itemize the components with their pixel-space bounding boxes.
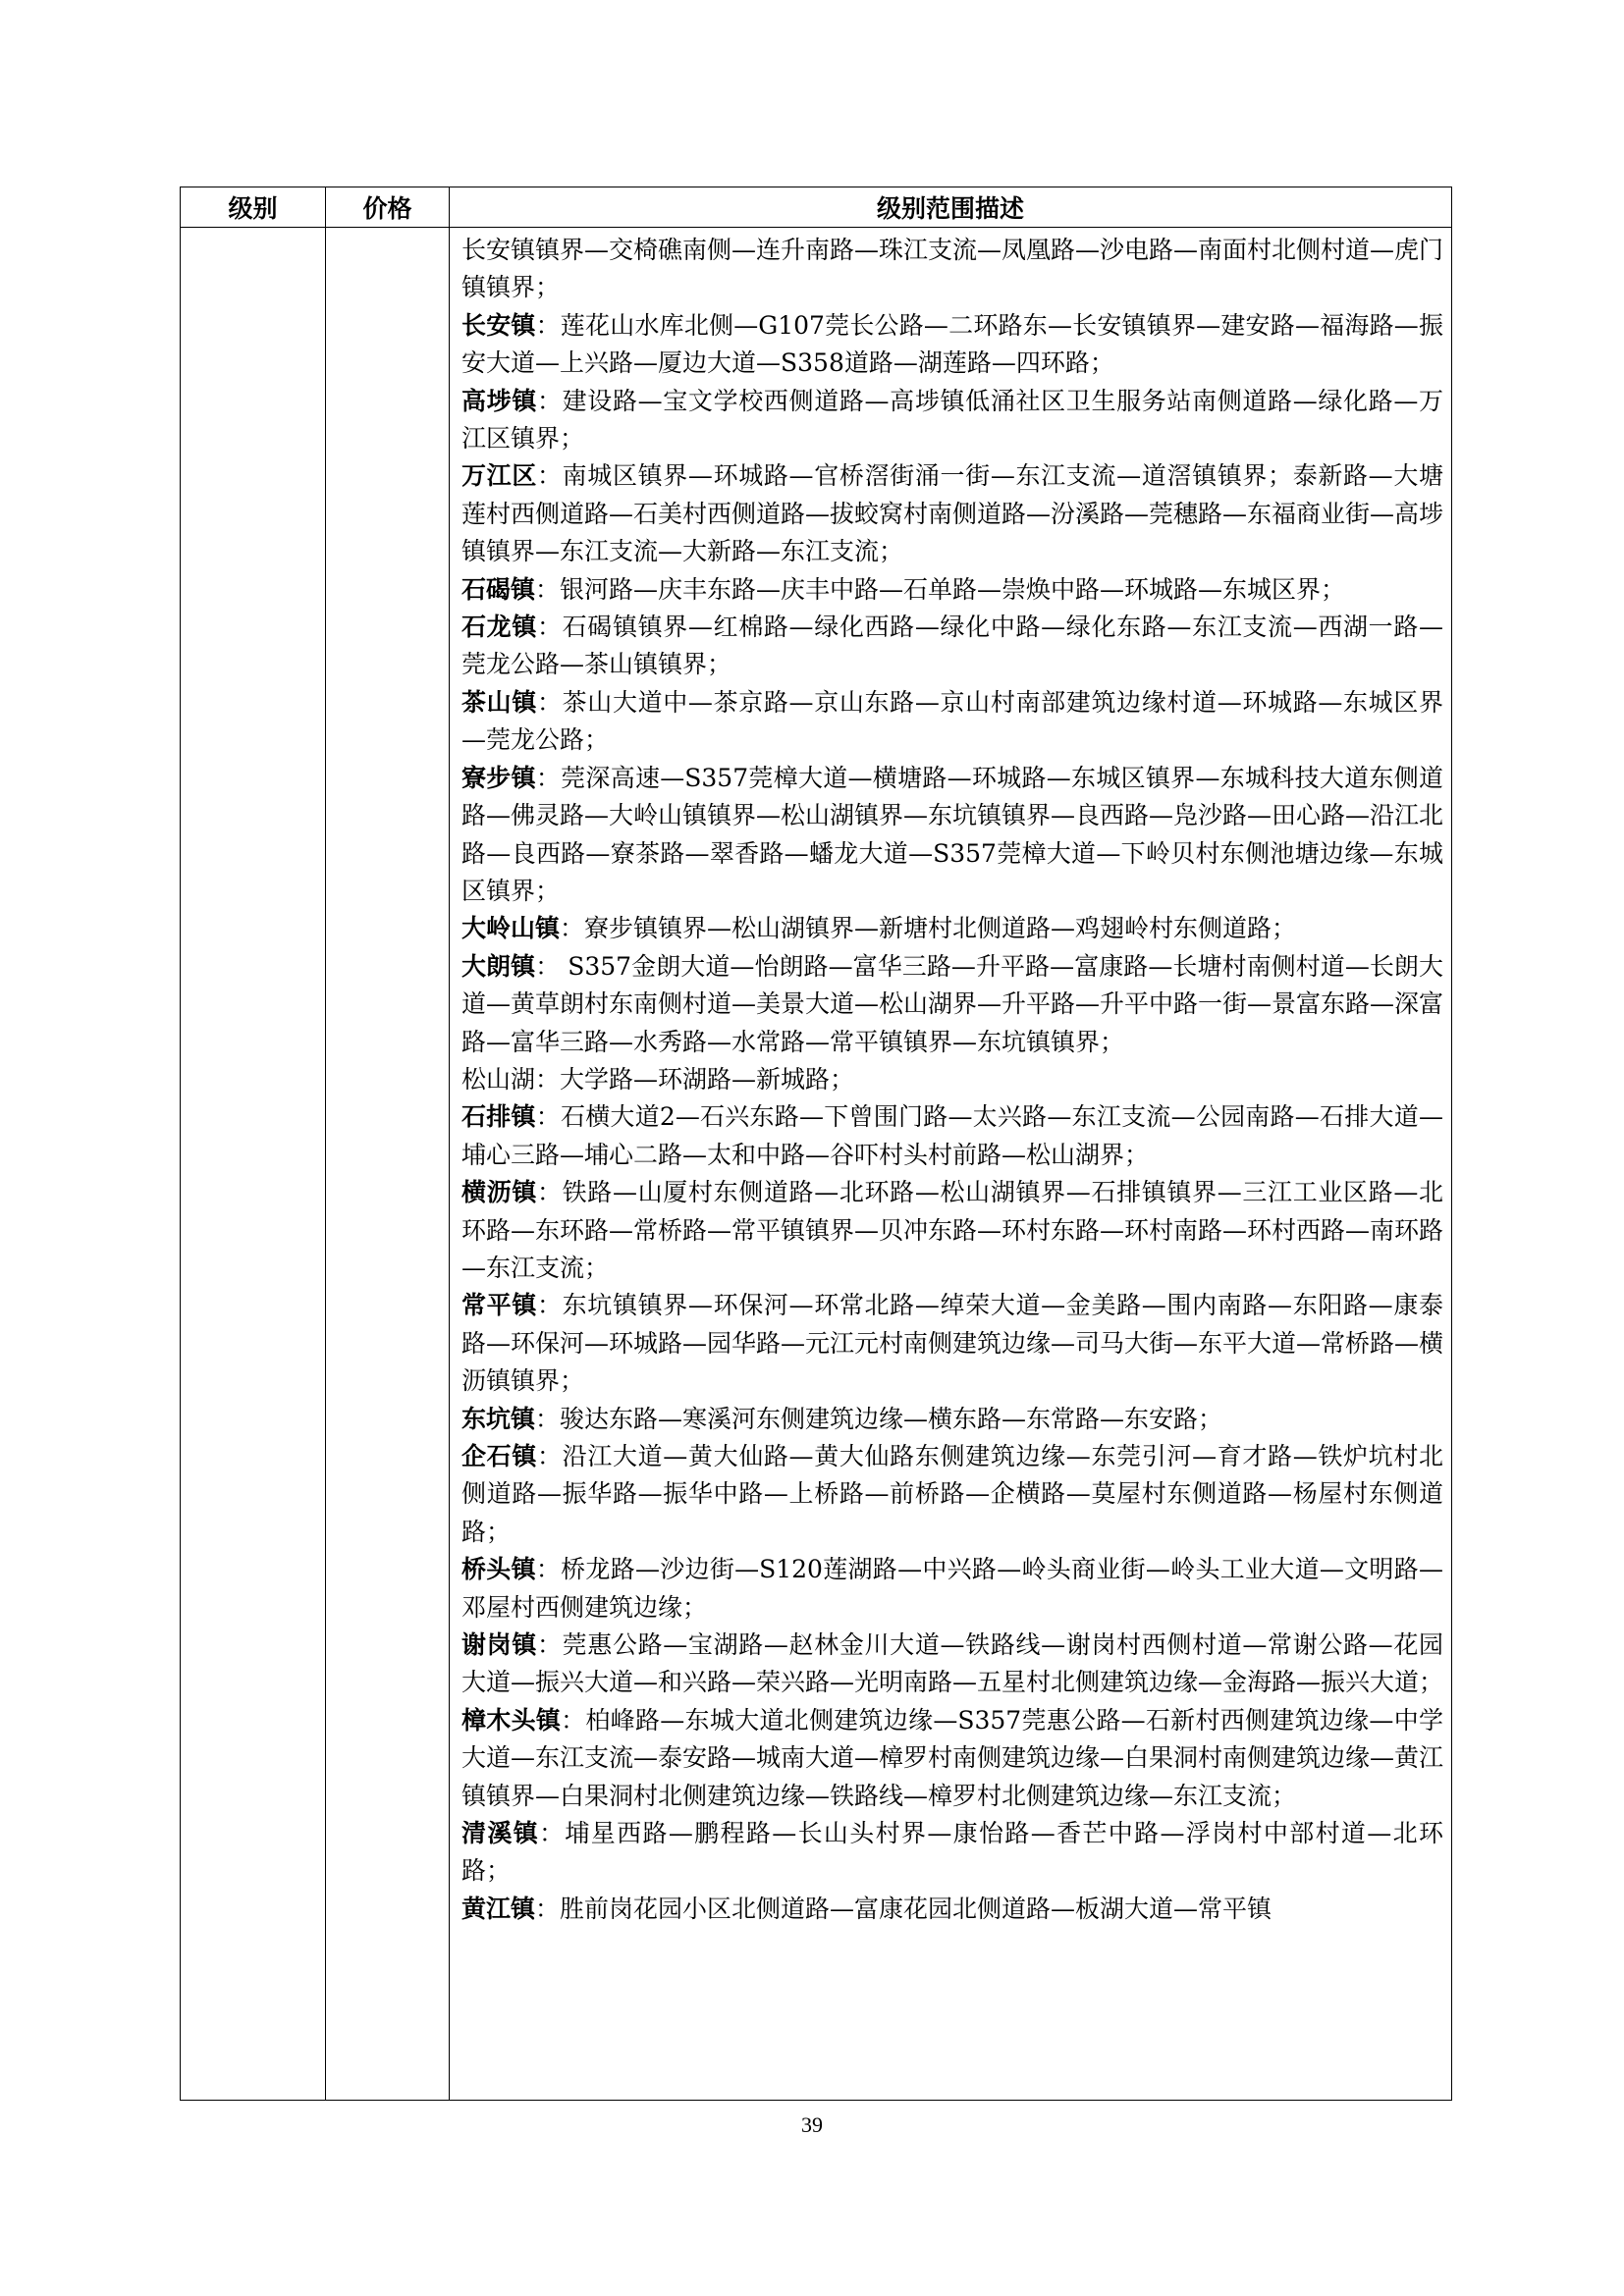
town-name: 茶山镇 — [461, 687, 537, 717]
header-price: 价格 — [326, 187, 450, 228]
entry-shilong: 石龙镇：石碣镇镇界—红棉路—绿化西路—绿化中路—绿化东路—东江支流—西湖一路—莞龙公路—茶山镇镇界； — [461, 613, 1443, 679]
town-name: 寮步镇 — [461, 763, 536, 792]
town-name: 黄江镇 — [461, 1894, 536, 1923]
entry-zhangmutou: 樟木头镇：柏峰路—东城大道北侧建筑边缘—S357莞惠公路—石新村西侧建筑边缘—中学大道—东江支流—泰安路—城南大道—樟罗村南侧建筑边缘—白果洞村南侧建筑边缘—黄江镇镇界—白果洞村北侧建筑边缘—铁路线—樟罗村北侧建筑边缘—东江支流； — [461, 1705, 1444, 1810]
town-name: 清溪镇 — [461, 1819, 540, 1848]
town-name: 石龙镇 — [461, 613, 537, 642]
entry-xiegang: 谢岗镇：莞惠公路—宝湖路—赵林金川大道—铁路线—谢岗村西侧村道—常谢公路—花园大道—振兴大道—和兴路—荣兴路—光明南路—五星村北侧建筑边缘—金海路—振兴大道； — [461, 1630, 1444, 1697]
entry-wanjiang: 万江区：南城区镇界—环城路—官桥滘街涌一街—东江支流—道滘镇镇界；泰新路—大塘莲村西侧道路—石美村西侧道路—拔蛟窝村南侧道路—汾溪路—莞穗路—东福商业街—高埗镇镇界—东江支流—大新路—东江支流； — [461, 461, 1444, 566]
entry-shipai: 石排镇：石横大道2—石兴东路—下曾围门路—太兴路—东江支流—公园南路—石排大道—埔心三路—埔心二路—太和中路—谷吓村头村前路—松山湖界； — [461, 1102, 1443, 1169]
town-name: 企石镇 — [461, 1442, 537, 1470]
entry-chashan: 茶山镇：茶山大道中—茶京路—京山东路—京山村南部建筑边缘村道—环城路—东城区界—莞龙公路； — [461, 687, 1443, 755]
entry-changan: 长安镇：莲花山水库北侧—G107莞长公路—二环路东—长安镇镇界—建安路—福海路—振安大道—上兴路—厦边大道—S358道路—湖莲路—四环路； — [461, 310, 1443, 378]
town-name: 樟木头镇 — [461, 1705, 562, 1735]
table-row — [181, 228, 1452, 2101]
town-name: 东坑镇 — [461, 1404, 536, 1433]
town-name: 大岭山镇 — [461, 914, 561, 943]
entry-changping: 常平镇：东坑镇镇界—环保河—环常北路—绰荣大道—金美路—围内南路—东阳路—康泰路—环保河—环城路—园华路—元江元村南侧建筑边缘—司马大街—东平大道—常桥路—横沥镇镇界； — [461, 1291, 1444, 1396]
town-name: 长安镇 — [461, 310, 536, 340]
price-cell — [326, 228, 450, 2101]
entry-gaobu: 高埗镇：建设路—宝文学校西侧道路—高埗镇低涌社区卫生服务站南侧道路—绿化路—万江区镇界； — [461, 386, 1443, 454]
town-name: 万江区 — [461, 461, 537, 491]
entry-qingxi: 清溪镇：埔星西路—鹏程路—长山头村界—康怡路—香芒中路—浮岗村中部村道—北环路； — [461, 1819, 1443, 1886]
entry-huangjiang: 黄江镇：胜前岗花园小区北侧道路—富康花园北侧道路—板湖大道—常平镇 — [461, 1894, 1272, 1923]
entry-dalang: 大朗镇： S357金朗大道—怡朗路—富华三路—升平路—富康路—长塘村南侧村道—长朗大道—黄草朗村东南侧村道—美景大道—松山湖界—升平路—升平中路一街—景富东路—深富路—富华三路—水秀路—水常路—常平镇镇界—东坑镇镇界； — [461, 951, 1444, 1056]
entry-hengli: 横沥镇：铁路—山厦村东侧道路—北环路—松山湖镇界—石排镇镇界—三江工业区路—北环路—东环路—常桥路—常平镇镇界—贝冲东路—环村东路—环村南路—环村西路—南环路—东江支流； — [461, 1178, 1444, 1282]
table-header-row — [181, 187, 1452, 228]
town-name: 横沥镇 — [461, 1178, 537, 1207]
entry-liaobu: 寮步镇：莞深高速—S357莞樟大道—横塘路—环城路—东城区镇界—东城科技大道东侧道路—佛灵路—大岭山镇镇界—松山湖镇界—东坑镇镇界—良西路—凫沙路—田心路—沿江北路—良西路—寮茶路—翠香路—蟠龙大道—S357莞樟大道—下岭贝村东侧池塘边缘—东城区镇界； — [461, 763, 1444, 905]
entry-qiaotou: 桥头镇：桥龙路—沙边街—S120莲湖路—中兴路—岭头商业街—岭头工业大道—文明路—邓屋村西侧建筑边缘； — [461, 1555, 1443, 1622]
town-name: 石排镇 — [461, 1102, 536, 1132]
description-cell — [450, 228, 1452, 2101]
town-name: 石碣镇 — [461, 574, 536, 604]
district-range-table — [180, 187, 1452, 2101]
entry-songshanhu: 松山湖：大学路—环湖路—新城路； — [461, 1064, 855, 1094]
entry-qishi: 企石镇：沿江大道—黄大仙路—黄大仙路东侧建筑边缘—东莞引河—育才路—铁炉坑村北侧道路—振华路—振华中路—上桥路—前桥路—企横路—莫屋村东侧道路—杨屋村东侧道路； — [461, 1442, 1443, 1546]
level-cell — [181, 228, 326, 2101]
town-name: 常平镇 — [461, 1291, 537, 1320]
header-level: 级别 — [181, 187, 326, 228]
page-number: 39 — [801, 2112, 823, 2137]
town-name: 大朗镇 — [461, 951, 536, 981]
entry-dongkeng: 东坑镇：骏达东路—寒溪河东侧建筑边缘—横东路—东常路—东安路； — [461, 1404, 1223, 1433]
entry-changan-boundary: 长安镇镇界—交椅礁南侧—连升南路—珠江支流—凤凰路—沙电路—南面村北侧村道—虎门镇镇界； — [461, 236, 1444, 302]
entry-shijie: 石碣镇：银河路—庆丰东路—庆丰中路—石单路—崇焕中路—环城路—东城区界； — [461, 574, 1346, 604]
header-description: 级别范围描述 — [450, 187, 1452, 228]
town-name: 桥头镇 — [461, 1555, 536, 1584]
town-name: 谢岗镇 — [461, 1630, 537, 1660]
entry-dalingshan: 大岭山镇：寮步镇镇界—松山湖镇界—新塘村北侧道路—鸡翅岭村东侧道路； — [461, 914, 1297, 943]
town-name: 高埗镇 — [461, 386, 537, 415]
